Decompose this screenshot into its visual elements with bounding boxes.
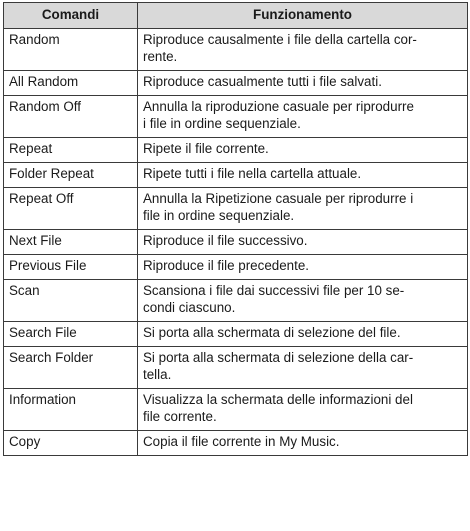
table-row	[4, 230, 468, 255]
table-row	[4, 71, 468, 96]
command-cell: Search File	[4, 322, 138, 347]
command-cell: Search Folder	[4, 347, 138, 389]
description-cell: Visualizza la schermata delle informazioni del file corrente.	[138, 389, 468, 431]
description-cell: Riproduce il file successivo.	[138, 230, 468, 255]
table-header-row	[4, 3, 468, 29]
table-row	[4, 255, 468, 280]
header-comandi: Comandi	[4, 3, 138, 29]
command-cell: Information	[4, 389, 138, 431]
table-body	[4, 29, 468, 456]
table-row	[4, 280, 468, 322]
commands-table	[3, 2, 468, 456]
table-row	[4, 29, 468, 71]
description-cell: Scansiona i file dai successivi file per 10 se- condi ciascuno.	[138, 280, 468, 322]
table-row	[4, 188, 468, 230]
table-row	[4, 138, 468, 163]
description-cell: Riproduce il file precedente.	[138, 255, 468, 280]
command-cell: Scan	[4, 280, 138, 322]
description-cell: Annulla la Ripetizione casuale per riprodurre i file in ordine sequenziale.	[138, 188, 468, 230]
command-cell: Repeat Off	[4, 188, 138, 230]
command-cell: All Random	[4, 71, 138, 96]
header-funzionamento: Funzionamento	[138, 3, 468, 29]
description-cell: Ripete tutti i file nella cartella attuale.	[138, 163, 468, 188]
description-cell: Riproduce causalmente i file della cartella cor- rente.	[138, 29, 468, 71]
table-row	[4, 322, 468, 347]
table-row	[4, 347, 468, 389]
description-cell: Annulla la riproduzione casuale per riprodurre i file in ordine sequenziale.	[138, 96, 468, 138]
command-cell: Random Off	[4, 96, 138, 138]
table-row	[4, 163, 468, 188]
command-cell: Previous File	[4, 255, 138, 280]
command-cell: Random	[4, 29, 138, 71]
description-cell: Copia il file corrente in My Music.	[138, 431, 468, 456]
table-row	[4, 96, 468, 138]
table-row	[4, 389, 468, 431]
description-cell: Si porta alla schermata di selezione del file.	[138, 322, 468, 347]
description-cell: Riproduce casualmente tutti i file salvati.	[138, 71, 468, 96]
command-cell: Next File	[4, 230, 138, 255]
command-cell: Copy	[4, 431, 138, 456]
description-cell: Ripete il file corrente.	[138, 138, 468, 163]
command-cell: Folder Repeat	[4, 163, 138, 188]
command-cell: Repeat	[4, 138, 138, 163]
description-cell: Si porta alla schermata di selezione della car- tella.	[138, 347, 468, 389]
table-row	[4, 431, 468, 456]
